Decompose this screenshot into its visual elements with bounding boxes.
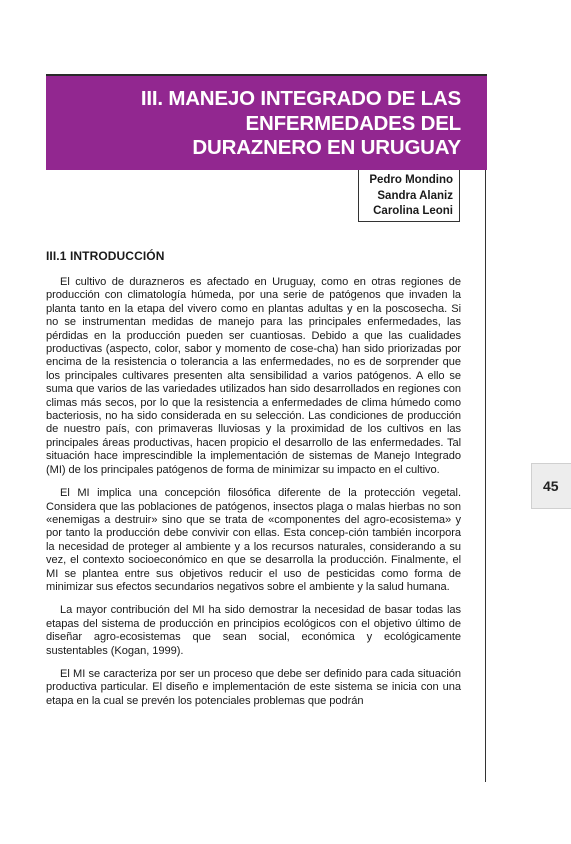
- paragraph: El MI se caracteriza por ser un proceso que debe ser definido para cada situación productiva particular. El diseño e implementación de este sistema se inicia con una etapa en la cual se prevén los potenciales problemas que podrán: [46, 667, 461, 707]
- paragraph: El MI implica una concepción filosófica diferente de la protección vegetal. Considera que las poblaciones de patógenos, insectos plaga o malas hierbas no son «enemigas a destruir» sino que se trata de «componentes del agro-ecosistema» y por tanto la producción debe convivir con ellas. Esta concep-ción también incorpora la necesidad de proteger al ambiente y a los recursos naturales, considerando a su vez, el contexto socioeconómico en que se desarrolla la producción. Finalmente, el MI se plantea entre sus objetivos reducir el uso de pesticidas como forma de minimizar sus efectos secundarios negativos sobre el ambiente y la salud humana.: [46, 487, 461, 593]
- chapter-title-line-2: ENFERMEDADES DEL: [245, 111, 461, 135]
- paragraph: El cultivo de durazneros es afectado en Uruguay, como en otras regiones de producción con climatología húmeda, por una serie de patógenos que invaden la planta tanto en la etapa del vivero como en plantas adultas y en la poscosecha. Si no se instrumentan medidas de manejo para las principales enfermedades, las pérdidas en la producción pueden ser cuantiosas. Debido a que las cualidades productivas (aspecto, color, sabor y momento de cose-cha) han sido priorizadas por encima de la resistencia o tolerancia a las enfermedades, no es de sorprender que los principales cultivares presenten alta sensibilidad a varios patógenos. A ello se suma que varios de las variedades utilizados han sido desarrollados en regiones con climas más secos, por lo que la resistencia a enfermedades de clima húmedo como bacteriosis, no ha sido considerada en su selección. Las condiciones de producción de nuestro país, con primaveras lluviosas y la proximidad de los cultivos en las principales áreas productivas, hacen propicio el desarrollo de las enfermedades. Tal situación hace imprescindible la implementación de sistemas de Manejo Integrado (MI) de los principales patógenos de forma de minimizar su impacto en el cultivo.: [46, 276, 461, 476]
- section-heading: III.1 INTRODUCCIÓN: [46, 249, 165, 263]
- body-text: [46, 276, 461, 718]
- author-name: Pedro Mondino: [369, 174, 453, 186]
- author-name: Carolina Leoni: [373, 205, 453, 217]
- chapter-title-band: [46, 76, 487, 170]
- authors-box: [358, 170, 460, 222]
- author-name: Sandra Alaniz: [377, 189, 453, 202]
- chapter-title-line-3: DURAZNERO EN URUGUAY: [192, 136, 461, 159]
- page-number-tab: [531, 463, 571, 509]
- page-right-rule: [485, 170, 486, 782]
- page-number: 45: [543, 478, 559, 494]
- paragraph: La mayor contribución del MI ha sido demostrar la necesidad de basar todas las etapas del sistema de producción en principios ecológicos con el objetivo último de diseñar agro-ecosistemas que sean social, económica y ecológicamente sustentables (Kogan, 1999).: [46, 604, 461, 657]
- chapter-title-line-1: III. MANEJO INTEGRADO DE LAS: [140, 87, 461, 110]
